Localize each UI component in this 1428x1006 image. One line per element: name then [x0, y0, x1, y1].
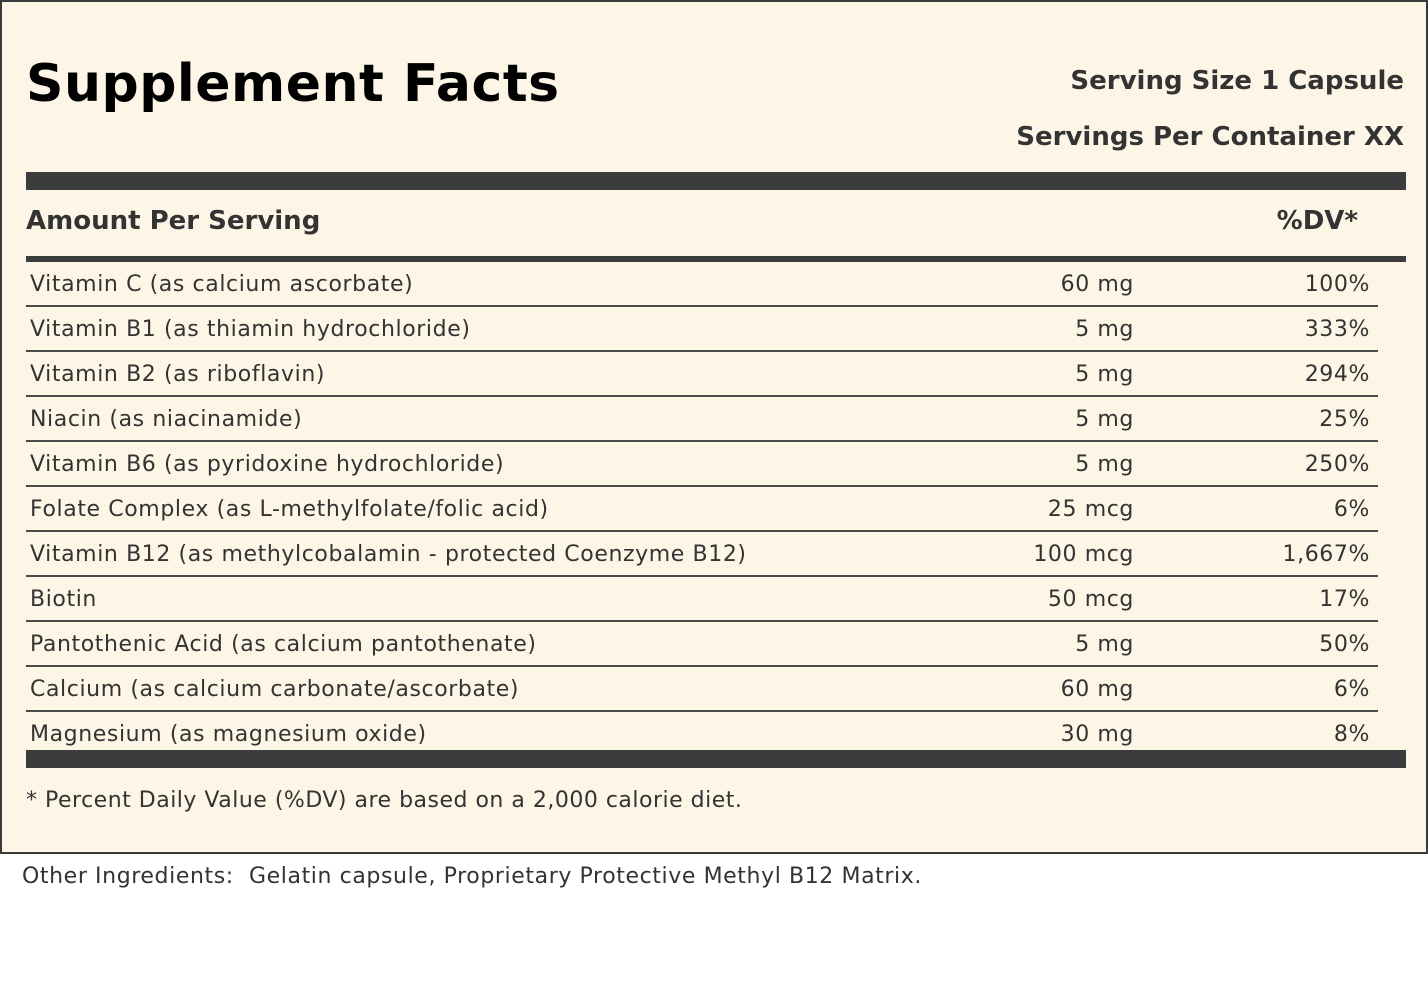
table-row	[26, 712, 1378, 755]
nutrient-dv: 100%	[1304, 272, 1370, 297]
nutrient-name: Niacin (as niacinamide)	[30, 407, 303, 432]
table-row	[26, 622, 1378, 667]
nutrient-amount: 5 mg	[1075, 632, 1134, 657]
nutrient-amount: 50 mcg	[1047, 587, 1134, 612]
table-row	[26, 577, 1378, 622]
nutrient-amount: 5 mg	[1075, 452, 1134, 477]
table-row	[26, 352, 1378, 397]
page-title: Supplement Facts	[26, 54, 560, 114]
nutrient-name: Vitamin B1 (as thiamin hydrochloride)	[30, 317, 471, 342]
nutrient-amount: 5 mg	[1075, 407, 1134, 432]
nutrient-name: Calcium (as calcium carbonate/ascorbate)	[30, 677, 520, 702]
nutrient-dv: 294%	[1304, 362, 1370, 387]
nutrient-dv: 250%	[1304, 452, 1370, 477]
table-row	[26, 307, 1378, 352]
nutrient-name: Vitamin B6 (as pyridoxine hydrochloride)	[30, 452, 505, 477]
nutrient-dv: 50%	[1319, 632, 1370, 657]
servings-per-container: Servings Per Container XX	[1016, 122, 1404, 152]
other-ingredients: Other Ingredients: Gelatin capsule, Proprietary Protective Methyl B12 Matrix.	[22, 864, 922, 889]
nutrient-name: Magnesium (as magnesium oxide)	[30, 722, 427, 747]
table-row	[26, 442, 1378, 487]
nutrient-amount: 60 mg	[1060, 677, 1134, 702]
nutrient-table	[26, 262, 1378, 755]
nutrient-name: Folate Complex (as L-methylfolate/folic acid)	[30, 497, 549, 522]
thick-divider-top	[26, 172, 1406, 190]
nutrient-amount: 100 mcg	[1033, 542, 1134, 567]
table-row	[26, 397, 1378, 442]
nutrient-dv: 6%	[1333, 677, 1370, 702]
nutrient-dv: 6%	[1333, 497, 1370, 522]
table-row	[26, 667, 1378, 712]
nutrient-dv: 333%	[1304, 317, 1370, 342]
nutrient-amount: 25 mcg	[1047, 497, 1134, 522]
dv-footnote: * Percent Daily Value (%DV) are based on a 2,000 calorie diet.	[26, 788, 743, 813]
nutrient-name: Biotin	[30, 587, 97, 612]
nutrient-name: Pantothenic Acid (as calcium pantothenate)	[30, 632, 537, 657]
nutrient-amount: 5 mg	[1075, 362, 1134, 387]
nutrient-amount: 5 mg	[1075, 317, 1134, 342]
nutrient-name: Vitamin B12 (as methylcobalamin - protected Coenzyme B12)	[30, 542, 747, 567]
nutrient-dv: 25%	[1319, 407, 1370, 432]
nutrient-amount: 60 mg	[1060, 272, 1134, 297]
amount-per-serving-heading: Amount Per Serving	[26, 206, 321, 236]
thick-divider-bottom	[26, 750, 1406, 768]
nutrient-name: Vitamin C (as calcium ascorbate)	[30, 272, 414, 297]
table-row	[26, 262, 1378, 307]
nutrient-dv: 17%	[1319, 587, 1370, 612]
table-row	[26, 532, 1378, 577]
serving-size: Serving Size 1 Capsule	[1070, 66, 1404, 96]
dv-heading: %DV*	[1276, 206, 1358, 236]
nutrient-name: Vitamin B2 (as riboflavin)	[30, 362, 326, 387]
nutrient-dv: 1,667%	[1282, 542, 1370, 567]
nutrient-dv: 8%	[1333, 722, 1370, 747]
table-row	[26, 487, 1378, 532]
nutrient-amount: 30 mg	[1060, 722, 1134, 747]
